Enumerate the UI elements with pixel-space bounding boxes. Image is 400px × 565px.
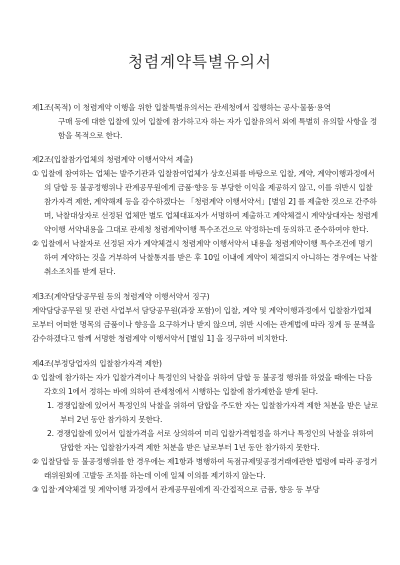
article-4-item-1: ① 입찰에 참가하는 자가 입찰가격이나 특정인의 낙찰을 위하여 담합 등 불공정 행위를 하였을 때에는 다음 각호의 1에서 정하는 바에 의하여 관세청에서 시행하는 입찰에 참가제한을 받게 된다. [32, 373, 373, 396]
document-body [32, 101, 378, 497]
article-3 [32, 290, 378, 346]
article-2-item-1: ① 입찰에 참여하는 업체는 발주기관과 입찰참여업체가 상호신뢰를 바탕으로 입찰, 계약, 계약이행과정에서의 담합 등 불공정행위나 관계공무원에게 금품·향응 등 부당한 이익을 제공하지 않고, 이를 위반시 입찰참가자격 제한, 계약해제 등을 감수하겠다는 「청렴계약 이행서약서」[별임 2] 를 제출한 것으로 간주하며, 낙찰대상자로 선정된 업체만 별도 업체대표자가 서명하여 제출하고 계약체결시 계약상대자는 청렴계약이행 서약내용을 그대로 관세청 청렴계약이행 특수조건으로 약정하는데 동의하고 준수하여야 한다. [32, 169, 378, 234]
article-3-head: 제3조(계약담당공무원 등의 청렴계약 이행서약서 징구) [32, 292, 210, 301]
article-1-text: 구매 등에 대한 입찰에 있어 입찰에 참가하고자 하는 자가 입찰유의서 외에 특별히 유의할 사항을 정함을 목적으로 한다. [58, 117, 378, 140]
article-4-subitem-1: 1. 경쟁입찰에 있어서 특정인의 낙찰을 위하여 담합을 주도한 자는 입찰참가자격 제한 처분을 받은 날로부터 2년 동안 참가하지 못한다. [47, 401, 378, 424]
article-2-item-2: ② 입찰에서 낙찰자로 선정된 자가 계약체결시 청렴계약 이행서약서 내용을 청렴계약이행 특수조건에 명기하여 계약하는 것을 거부하여 낙찰통지를 받은 후 10일 이내에 계약이 체결되지 아니하는 경우에는 낙찰 취소조치를 받게 된다. [32, 239, 378, 276]
article-2 [32, 153, 378, 279]
article-1 [32, 101, 378, 143]
article-4-item-2: ② 입찰담합 등 불공정행위를 한 경우에는 제1항과 병행하여 독점규제및공정거래에관한 법령에 따라 공정거래위원회에 고발등 조치를 하는데 이에 일체 이의를 제기하지 않는다. [32, 457, 378, 480]
article-4-head: 제4조(부정당업자의 입찰참가자격 제한) [32, 359, 162, 368]
article-3-text: 계약담당공무원 및 관련 사업부서 담당공무원(과장 포함)이 입찰, 계약 및 계약이행과정에서 입찰참가업체로부터 어떠한 명목의 금품이나 향응을 요구하거나 받지 않으며, 위반 시에는 관계법에 따라 징계 등 문책을 감수하겠다고 함께 서명한 청렴계약 이행서약서 [별임 1] 을 징구하여 비치한다. [32, 306, 375, 343]
document-title: 청렴계약특별유의서 [128, 53, 272, 71]
article-2-head: 제2조(입찰참가업체의 청렴계약 이행서약서 제출) [32, 155, 193, 164]
article-1-head: 제1조(목적) 이 청렴계약 이행을 위한 입찰특별유의서는 관세청에서 집행하는 공사·물품·용역 [32, 103, 331, 112]
article-4-subitem-2: 2. 경쟁입찰에 있어서 입찰가격을 서로 상의하여 미리 입찰가격협정을 하거나 특정인의 낙찰을 위하여 담합한 자는 입찰참가자격 제한 처분을 받은 날로부터 1년 동안 참가하지 못한다. [47, 429, 374, 452]
article-4 [32, 357, 378, 497]
article-4-item-3: ③ 입찰·계약체결 및 계약이행 과정에서 관계공무원에게 직·간접적으로 금품, 향응 등 부당 [32, 485, 320, 494]
